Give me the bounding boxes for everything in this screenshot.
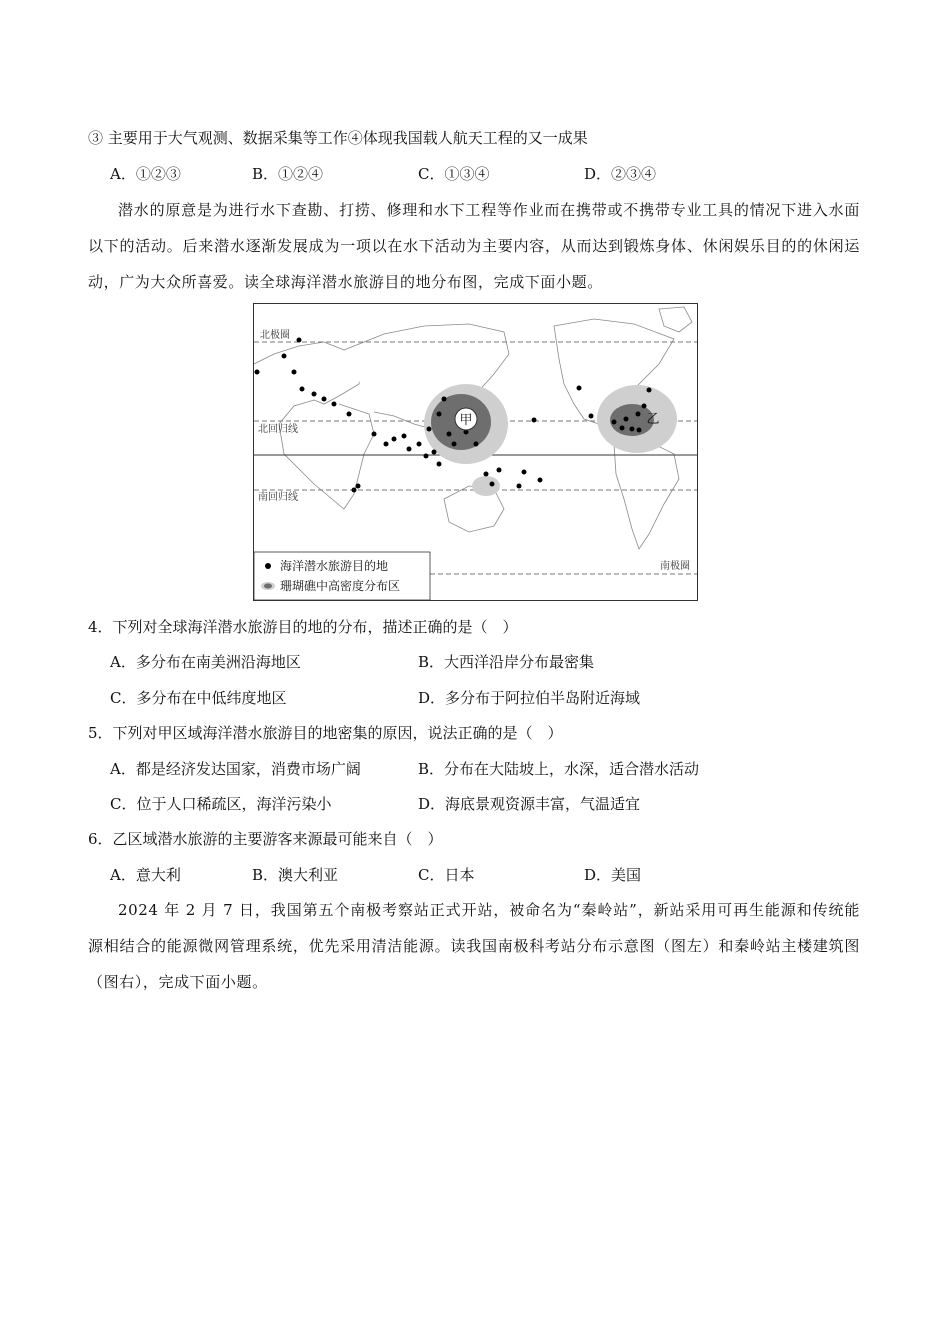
- legend-coral-reef: 珊瑚礁中高密度分布区: [280, 579, 401, 593]
- coral-zone-jia: [424, 384, 508, 496]
- prev-option-c: C．①③④: [418, 165, 490, 183]
- prev-question-stem: ③ 主要用于大气观测、数据采集等工作④体现我国载人航天工程的又一成果: [88, 129, 588, 147]
- question-6-stem: 6．乙区域潜水旅游的主要游客来源最可能来自（ ）: [88, 830, 443, 848]
- q4-option-c: C．多分布在中低纬度地区: [110, 689, 287, 707]
- legend-dot-icon: [265, 563, 271, 569]
- q4-option-b: B．大西洋沿岸分布最密集: [418, 653, 595, 671]
- antarctic-circle-label: 南极圈: [660, 561, 690, 572]
- passage-qinling-station: 2024 年 2 月 7 日，我国第五个南极考察站正式开站，被命名为“秦岭站”，新站采用可再生能源和传统能源相结合的能源微网管理系统，优先采用清洁能源。读我国南极科考站分布示意图（图左）和秦岭站主楼建筑图（图右），完成下面小题。: [88, 901, 860, 991]
- question-5-stem: 5．下列对甲区域海洋潜水旅游目的地密集的原因，说法正确的是（ ）: [88, 724, 563, 742]
- q6-option-a: A．意大利: [110, 866, 181, 884]
- arctic-circle-label: 北极圈: [260, 330, 290, 341]
- coral-zone-yi: [597, 385, 677, 453]
- q5-option-c: C．位于人口稀疏区，海洋污染小: [110, 795, 332, 813]
- region-yi-label: 乙: [646, 412, 660, 427]
- q4-option-a: A．多分布在南美洲沿海地区: [110, 653, 301, 671]
- q5-option-a: A．都是经济发达国家，消费市场广阔: [110, 760, 361, 778]
- world-diving-map: [253, 303, 698, 601]
- tropic-cancer-label: 北回归线: [258, 424, 298, 435]
- question-4-stem: 4．下列对全球海洋潜水旅游目的地的分布，描述正确的是（ ）: [88, 618, 518, 636]
- tropic-capricorn-label: 南回归线: [258, 492, 298, 503]
- prev-option-d: D．②③④: [584, 165, 657, 183]
- map-legend: [254, 552, 430, 600]
- legend-dive-site: 海洋潜水旅游目的地: [280, 559, 389, 573]
- q6-option-b: B．澳大利亚: [252, 866, 339, 884]
- q4-option-d: D．多分布于阿拉伯半岛附近海域: [418, 689, 641, 707]
- region-jia-label: 甲: [459, 413, 473, 428]
- prev-option-a: A．①②③: [110, 165, 181, 183]
- q6-option-c: C．日本: [418, 866, 475, 884]
- passage-diving: 潜水的原意是为进行水下查勘、打捞、修理和水下工程等作业而在携带或不携带专业工具的情况下进入水面以下的活动。后来潜水逐渐发展成为一项以在水下活动为主要内容，从而达到锻炼身体、休闲娱乐目的的休闲运动，广为大众所喜爱。读全球海洋潜水旅游目的地分布图，完成下面小题。: [88, 201, 860, 291]
- q5-option-d: D．海底景观资源丰富，气温适宜: [418, 795, 641, 813]
- q6-option-d: D．美国: [584, 866, 642, 884]
- prev-option-b: B．①②④: [252, 165, 324, 183]
- q5-option-b: B．分布在大陆坡上，水深，适合潜水活动: [418, 760, 700, 778]
